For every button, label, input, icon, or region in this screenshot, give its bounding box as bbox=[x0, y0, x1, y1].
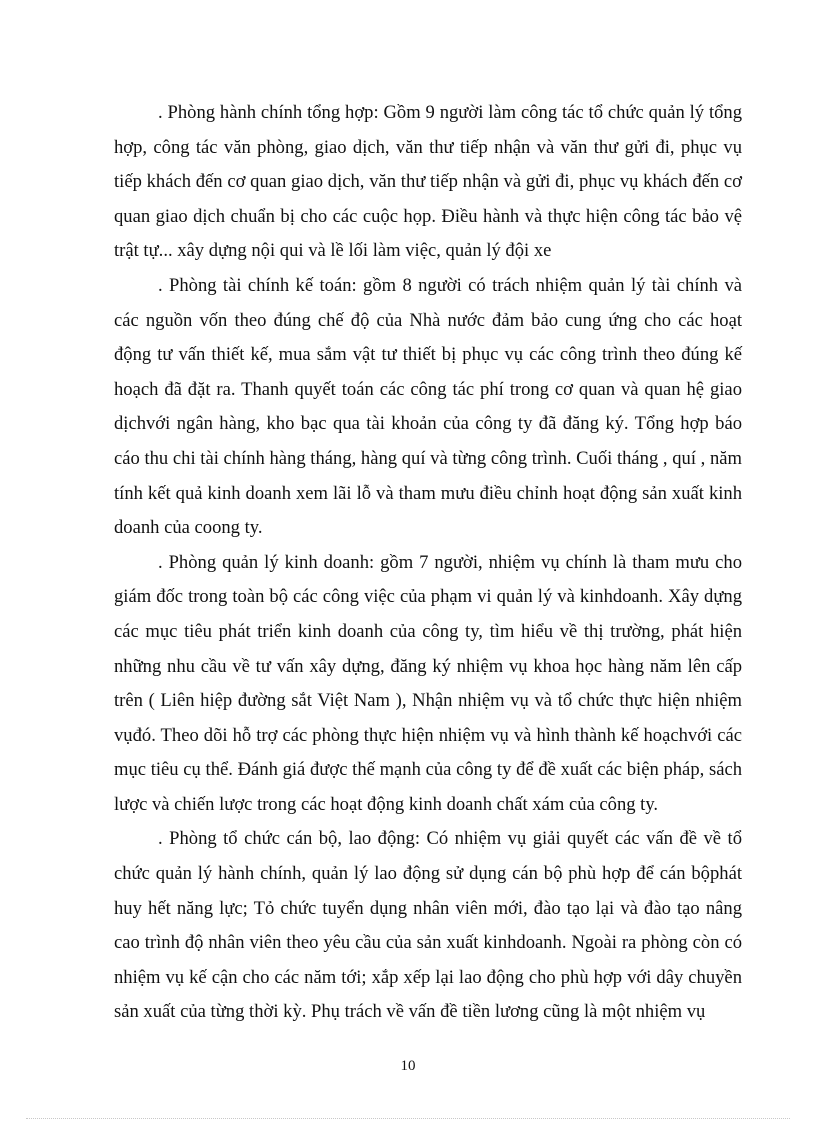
paragraph-personnel-department: . Phòng tổ chức cán bộ, lao động: Có nhiệm vụ giải quyết các vấn đề về tổ chức quản lý hành chính, quản lý lao động sử dụng cán bộ phù hợp để cán bộphát huy hết năng lực; Tỏ chức tuyển dụng nhân viên mới, đào tạo lại và đào tạo nâng cao trình độ nhân viên theo yêu cầu của sản xuất kinhdoanh. Ngoài ra phòng còn có nhiệm vụ kế cận cho các năm tới; xắp xếp lại lao động cho phù hợp với dây chuyền sản xuất của từng thời kỳ. Phụ trách về vấn đề tiền lương cũng là một nhiệm vụ bbox=[114, 828, 742, 1023]
page-body bbox=[114, 96, 742, 1030]
paragraph-finance-department: . Phòng tài chính kế toán: gồm 8 người có trách nhiệm quản lý tài chính và các nguồn vốn theo đúng chế độ của Nhà nước đảm bảo cung ứng cho các hoạt động tư vấn thiết kế, mua sắm vật tư thiết bị phục vụ các công trình theo đúng kế hoạch đã đặt ra. Thanh quyết toán các công tác phí trong cơ quan và quan hệ giao dịchvới ngân hàng, kho bạc qua tài khoản của công ty đã đăng ký. Tổng hợp báo cáo thu chi tài chính hàng tháng, hàng quí và từng công trình. Cuối tháng , quí , năm tính kết quả kinh doanh xem lãi lỗ và tham mưu điều chỉnh hoạt động sản xuất kinh doanh của coong ty. bbox=[114, 274, 742, 539]
paragraph-admin-department: . Phòng hành chính tổng hợp: Gồm 9 người làm công tác tổ chức quản lý tổng hợp, công tác văn phòng, giao dịch, văn thư tiếp nhận và văn thư gửi đi, phục vụ tiếp khách đến cơ quan giao dịch, văn thư tiếp nhận và gửi đi, phục vụ khách đến cơ quan giao dịch chuẩn bị cho các cuộc họp. Điều hành và thực hiện công tác bảo vệ trật tự... xây dựng nội qui và lề lối làm việc, quản lý đội xe bbox=[114, 102, 742, 262]
page-number: 10 bbox=[400, 1058, 416, 1074]
paragraph-business-department: . Phòng quản lý kinh doanh: gồm 7 người, nhiệm vụ chính là tham mưu cho giám đốc trong toàn bộ các công việc của phạm vi quản lý và kinhdoanh. Xây dựng các mục tiêu phát triển kinh doanh của công ty, tìm hiểu về thị trường, phát hiện những nhu cầu về tư vấn xây dựng, đăng ký nhiệm vụ khoa học hàng năm lên cấp trên ( Liên hiệp đường sắt Việt Nam ), Nhận nhiệm vụ và tổ chức thực hiện nhiệm vụđó. Theo dõi hỗ trợ các phòng thực hiện nhiệm vụ và hình thành kế hoạchvới các mục tiêu cụ thể. Đánh giá được thế mạnh của công ty để đề xuất các biện pháp, sách lược và chiến lược trong các hoạt động kinh doanh chất xám của công ty. bbox=[114, 551, 742, 815]
page-bottom-divider bbox=[26, 1118, 790, 1119]
